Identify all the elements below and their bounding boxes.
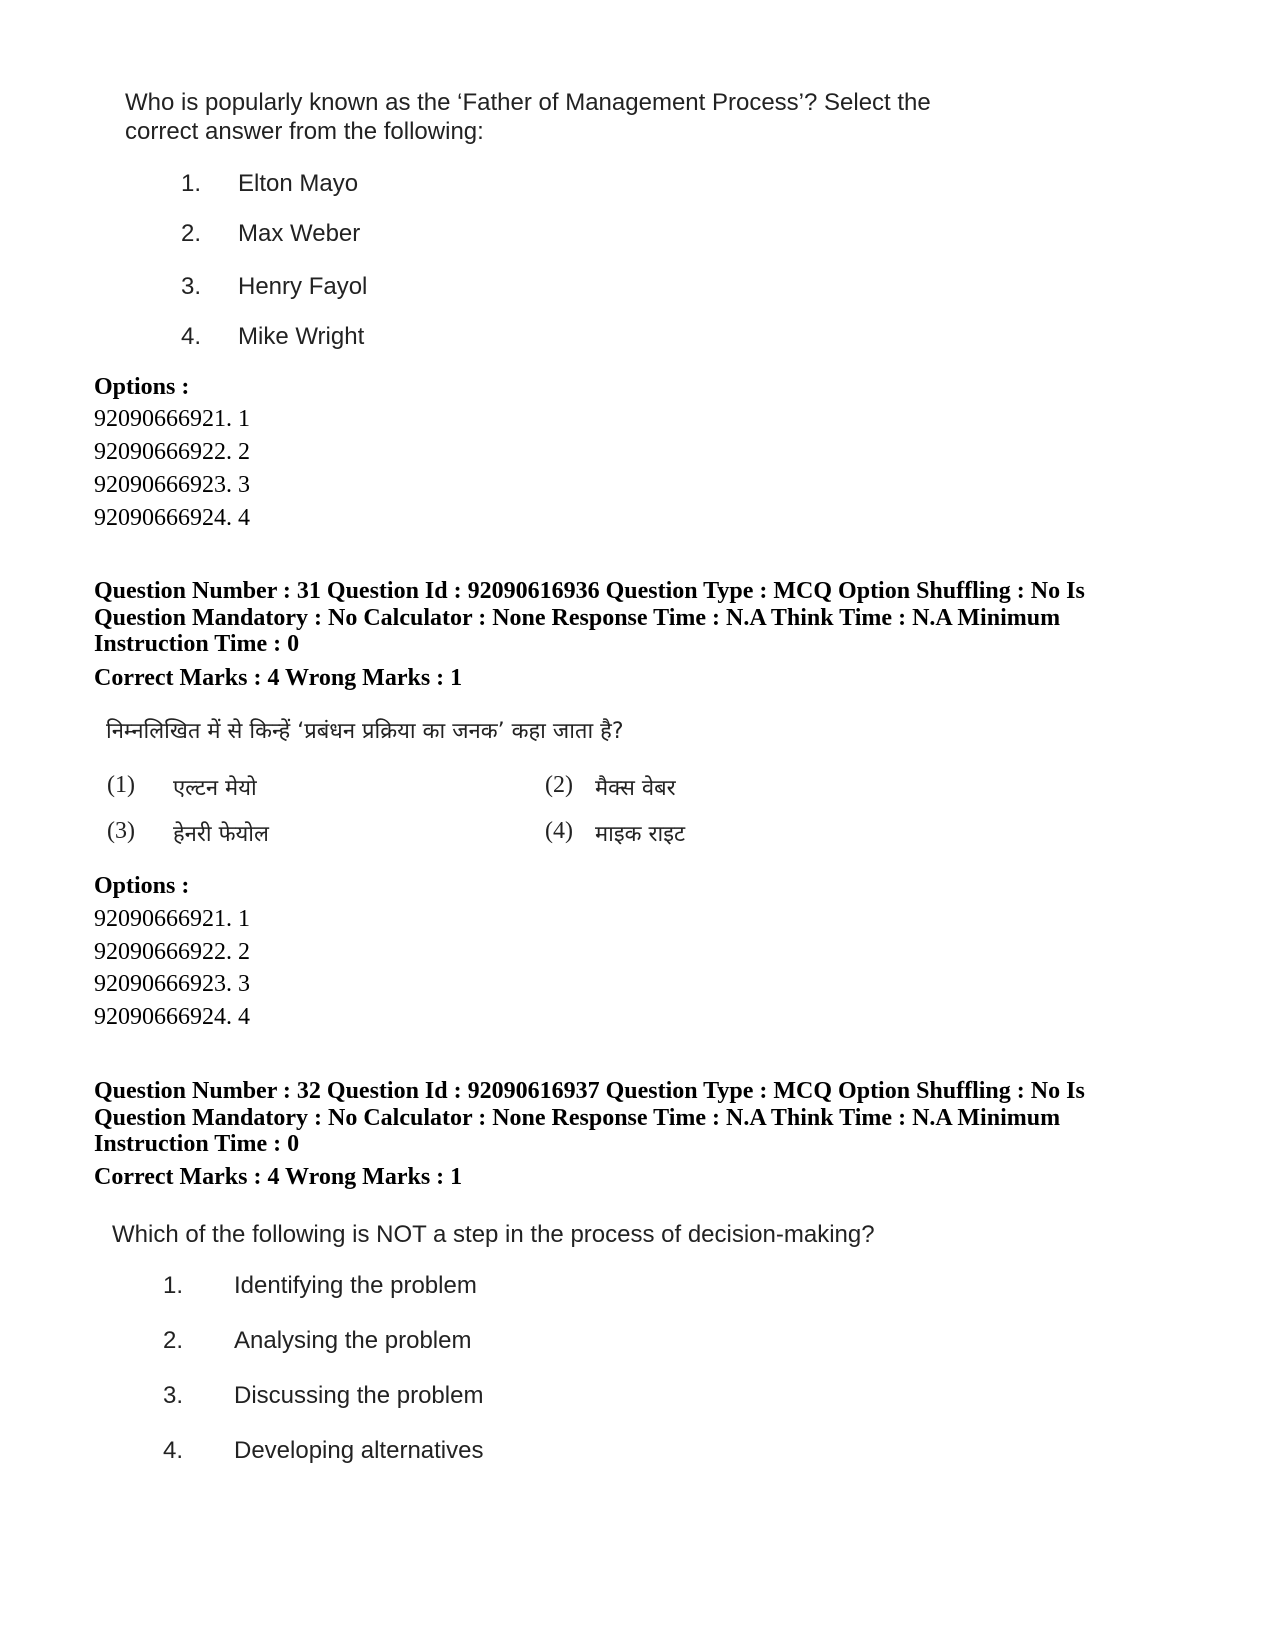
choice-text: Discussing the problem	[234, 1382, 484, 1409]
option-id: 92090666922. 2	[94, 439, 250, 465]
question-text-line-2: correct answer from the following:	[125, 118, 484, 145]
choice-text: हेनरी फेयोल	[173, 822, 269, 847]
question-text-line-1: Who is popularly known as the ‘Father of Management Process’? Select the	[125, 89, 931, 116]
question-meta-line-3: Instruction Time : 0	[94, 1131, 300, 1157]
option-id: 92090666921. 1	[94, 406, 250, 432]
choice-text: Henry Fayol	[238, 273, 368, 300]
marks-info: Correct Marks : 4 Wrong Marks : 1	[94, 665, 463, 691]
choice-text: एल्टन मेयो	[173, 776, 257, 801]
question-meta-line-3: Instruction Time : 0	[94, 631, 300, 657]
choice-text: Identifying the problem	[234, 1272, 477, 1299]
option-id: 92090666922. 2	[94, 939, 250, 965]
choice-number: 4.	[181, 323, 202, 350]
option-id: 92090666921. 1	[94, 906, 250, 932]
question-meta-line-2: Question Mandatory : No Calculator : None Response Time : N.A Think Time : N.A Minimum	[94, 605, 1061, 631]
choice-text: मैक्स वेबर	[595, 776, 676, 801]
choice-number: (4)	[545, 818, 573, 844]
option-id: 92090666924. 4	[94, 505, 250, 531]
choice-number: 3.	[181, 273, 202, 300]
choice-number: 4.	[163, 1437, 184, 1464]
option-id: 92090666923. 3	[94, 472, 250, 498]
marks-info: Correct Marks : 4 Wrong Marks : 1	[94, 1164, 463, 1190]
choice-text: Max Weber	[238, 220, 361, 247]
choice-number: 2.	[181, 220, 202, 247]
question-meta-line-2: Question Mandatory : No Calculator : None Response Time : N.A Think Time : N.A Minimum	[94, 1105, 1061, 1131]
choice-number: (3)	[107, 818, 135, 844]
choice-text: Elton Mayo	[238, 170, 359, 197]
choice-text: Developing alternatives	[234, 1437, 484, 1464]
choice-text: Mike Wright	[238, 323, 365, 350]
question-meta-line-1: Question Number : 31 Question Id : 92090616936 Question Type : MCQ Option Shuffling : No Is	[94, 578, 1085, 604]
question-text: Which of the following is NOT a step in the process of decision-making?	[112, 1221, 875, 1248]
choice-text: Analysing the problem	[234, 1327, 472, 1354]
hindi-question-text: निम्नलिखित में से किन्हें ‘प्रबंधन प्रक्रिया का जनक’ कहा जाता है?	[106, 719, 624, 744]
option-id: 92090666923. 3	[94, 971, 250, 997]
choice-number: (1)	[107, 772, 135, 798]
choice-number: (2)	[545, 772, 573, 798]
choice-number: 3.	[163, 1382, 184, 1409]
choice-text: माइक राइट	[595, 822, 686, 847]
option-id: 92090666924. 4	[94, 1004, 250, 1030]
options-label: Options :	[94, 873, 190, 899]
choice-number: 1.	[181, 170, 202, 197]
options-label: Options :	[94, 374, 190, 400]
choice-number: 1.	[163, 1272, 184, 1299]
question-meta-line-1: Question Number : 32 Question Id : 92090616937 Question Type : MCQ Option Shuffling : No Is	[94, 1078, 1085, 1104]
choice-number: 2.	[163, 1327, 184, 1354]
